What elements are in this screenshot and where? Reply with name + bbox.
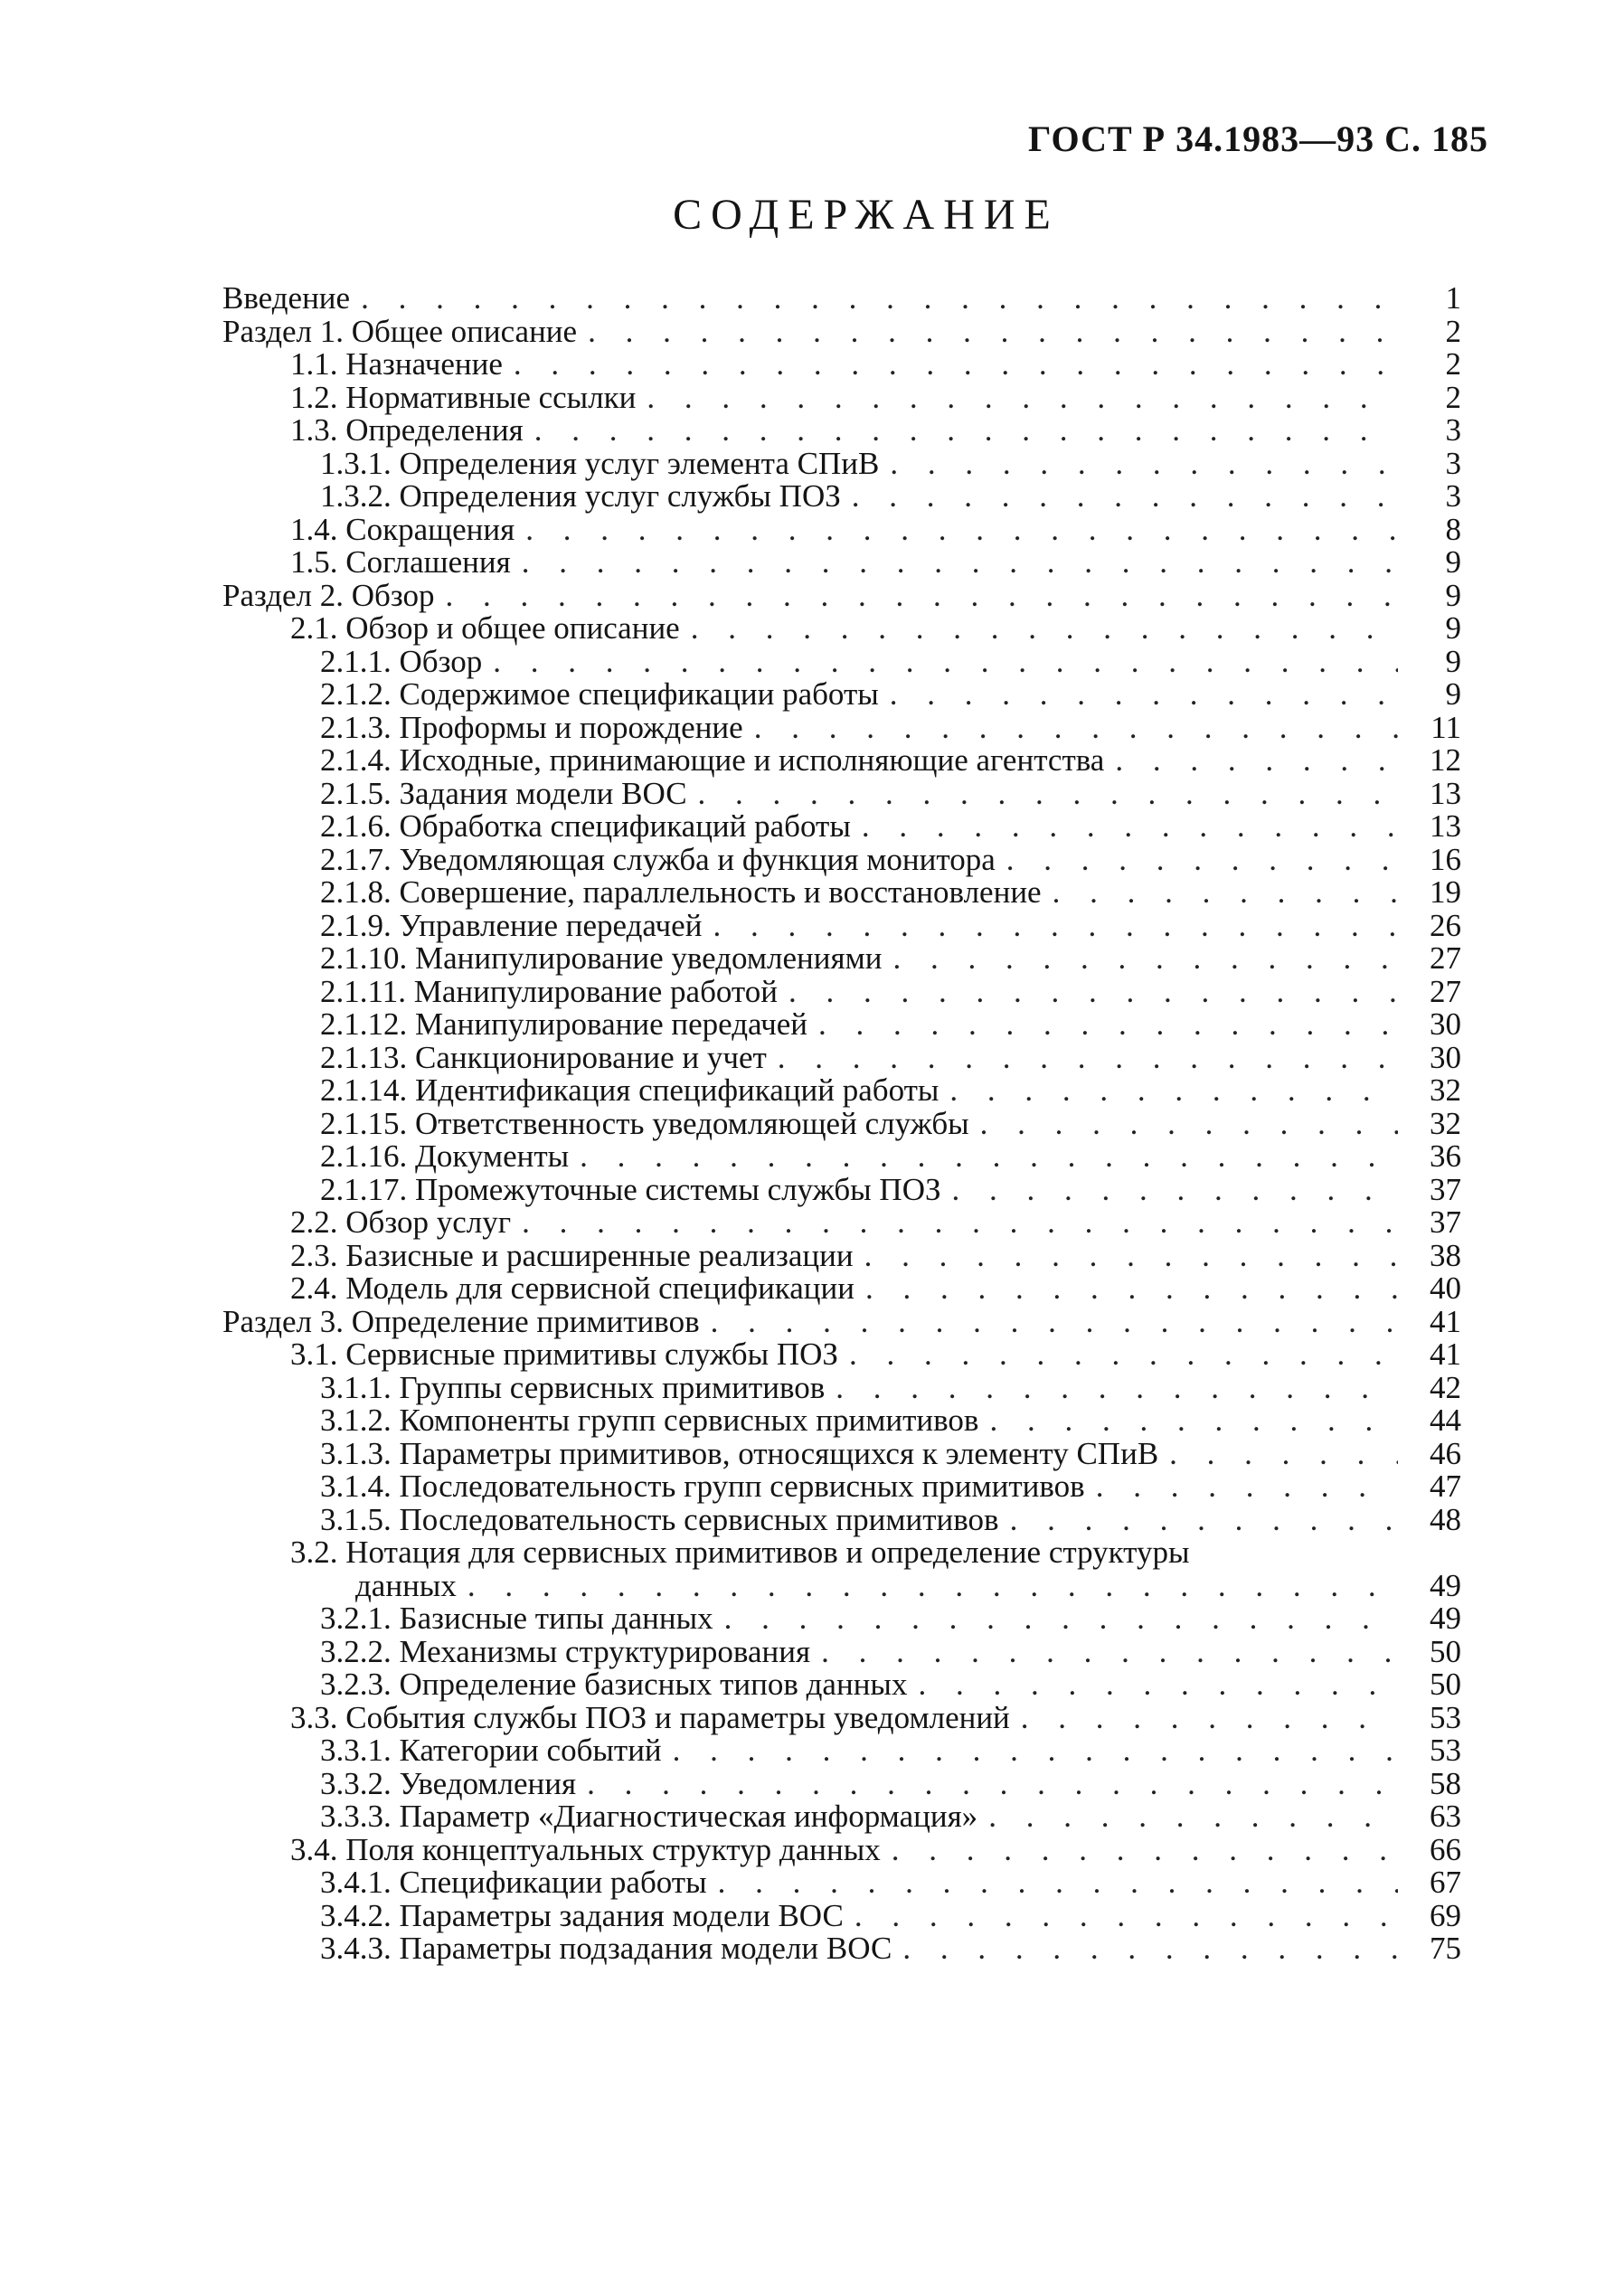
toc-page-number: 49 xyxy=(1430,1567,1461,1603)
dot-leader xyxy=(493,646,1398,679)
toc-entry-label: 2.4. Модель для сервисной спецификации xyxy=(290,1270,855,1306)
toc-entry-label: 1.1. Назначение xyxy=(290,346,503,382)
toc-entry-continuation xyxy=(290,1567,1461,1603)
dot-leader xyxy=(821,1636,1398,1669)
toc-entry[interactable] xyxy=(222,1369,1461,1405)
dot-leader xyxy=(949,1074,1398,1108)
toc-page-number: 41 xyxy=(1430,1303,1461,1339)
toc-entry[interactable] xyxy=(222,973,1461,1009)
toc-entry[interactable] xyxy=(222,1338,1461,1372)
toc-entry-label: 3.4.1. Спецификации работы xyxy=(320,1865,707,1900)
toc-page-number: 48 xyxy=(1430,1501,1461,1537)
toc-page-number: 37 xyxy=(1430,1171,1461,1207)
toc-page-number: 19 xyxy=(1430,874,1461,910)
toc-page-number: 44 xyxy=(1430,1402,1461,1438)
toc-page-number: 53 xyxy=(1430,1733,1461,1768)
toc-entry-label-continued: данных xyxy=(355,1567,457,1603)
toc-entry[interactable] xyxy=(222,1272,1461,1306)
toc-entry-label: 3.2.2. Механизмы структурирования xyxy=(320,1633,811,1669)
toc-entry[interactable] xyxy=(222,942,1461,976)
toc-entry[interactable] xyxy=(222,1602,1461,1636)
toc-entry[interactable] xyxy=(222,445,1461,481)
toc-entry-label: 3.1. Сервисные примитивы службы ПОЗ xyxy=(290,1336,838,1372)
toc-entry-label: 1.2. Нормативные ссылки xyxy=(290,379,637,415)
toc-entry-label: 2.1.2. Содержимое спецификации работы xyxy=(320,676,879,712)
toc-entry[interactable] xyxy=(222,1668,1461,1702)
toc-page-number: 3 xyxy=(1445,445,1461,481)
toc-entry[interactable] xyxy=(222,1470,1461,1504)
toc-entry-label: 2.1.17. Промежуточные системы службы ПОЗ xyxy=(320,1171,941,1207)
toc-entry-label: Раздел 1. Общее описание xyxy=(222,313,578,349)
toc-entry-label: 2.1.12. Манипулирование передачей xyxy=(320,1006,807,1042)
toc-entry-label: Введение xyxy=(222,280,351,316)
dot-leader xyxy=(852,480,1398,514)
toc-entry-label: 2.1.15. Ответственность уведомляющей службы xyxy=(320,1105,969,1141)
toc-entry[interactable] xyxy=(222,313,1461,349)
toc-page-number: 67 xyxy=(1430,1865,1461,1900)
table-of-contents xyxy=(222,282,1461,1966)
dot-leader xyxy=(1006,844,1398,877)
toc-page-number: 58 xyxy=(1430,1765,1461,1801)
toc-entry-label: 3.4. Поля концептуальных структур данных xyxy=(290,1831,881,1867)
toc-page-number: 2 xyxy=(1445,379,1461,415)
toc-entry-label: 3.1.3. Параметры примитивов, относящихся к элементу СПиВ xyxy=(320,1435,1159,1471)
toc-entry[interactable] xyxy=(222,1074,1461,1108)
toc-entry-label: 2.1.8. Совершение, параллельность и восстановление xyxy=(320,874,1042,910)
dot-leader xyxy=(1169,1438,1398,1471)
toc-entry[interactable] xyxy=(222,1140,1461,1174)
toc-entry-label: 3.3.1. Категории событий xyxy=(320,1733,662,1768)
dot-leader xyxy=(854,1900,1398,1933)
dot-leader xyxy=(818,1008,1398,1042)
toc-entry[interactable] xyxy=(222,1932,1461,1966)
dot-leader xyxy=(445,580,1398,613)
toc-entry[interactable] xyxy=(222,1435,1461,1471)
dot-leader xyxy=(1053,876,1398,910)
dot-leader xyxy=(691,612,1398,646)
toc-page-number: 9 xyxy=(1445,577,1461,613)
toc-entry-label: 3.1.5. Последовательность сервисных примитивов xyxy=(320,1501,999,1537)
toc-entry-label: 3.3. События службы ПОЗ и параметры уведомлений xyxy=(290,1699,1010,1735)
dot-leader xyxy=(522,546,1398,580)
dot-leader xyxy=(902,1932,1398,1966)
dot-leader xyxy=(862,810,1398,844)
dot-leader xyxy=(718,1866,1398,1900)
toc-entry-label: 2.1.14. Идентификация спецификаций работы xyxy=(320,1072,939,1108)
dot-leader xyxy=(952,1174,1399,1207)
toc-entry-label: 2.1.10. Манипулирование уведомлениями xyxy=(320,940,883,976)
dot-leader xyxy=(1096,1470,1398,1504)
toc-page-number: 13 xyxy=(1430,808,1461,844)
toc-entry[interactable] xyxy=(222,678,1461,712)
toc-entry[interactable] xyxy=(222,775,1461,811)
toc-entry-label: Раздел 3. Определение примитивов xyxy=(222,1303,700,1339)
toc-entry[interactable] xyxy=(222,1866,1461,1900)
dot-leader xyxy=(588,316,1398,349)
dot-leader xyxy=(980,1108,1398,1141)
toc-entry-label: 2.1.3. Проформы и порождение xyxy=(320,709,743,745)
toc-entry[interactable] xyxy=(222,1699,1461,1735)
toc-page-number: 3 xyxy=(1445,478,1461,514)
toc-entry[interactable] xyxy=(222,1734,1461,1768)
toc-entry[interactable] xyxy=(222,1039,1461,1075)
dot-leader xyxy=(890,448,1398,481)
toc-entry[interactable] xyxy=(222,876,1461,910)
toc-page-number: 12 xyxy=(1430,742,1461,778)
toc-entry-label: 1.3.2. Определения услуг службы ПОЗ xyxy=(320,478,841,514)
toc-entry[interactable] xyxy=(222,709,1461,745)
toc-entry[interactable] xyxy=(222,1237,1461,1273)
toc-page-number: 1 xyxy=(1445,280,1461,316)
toc-page-number: 2 xyxy=(1445,313,1461,349)
toc-entry-label: 1.5. Соглашения xyxy=(290,544,511,580)
toc-page-number: 46 xyxy=(1430,1435,1461,1471)
toc-entry-label: 2.3. Базисные и расширенные реализации xyxy=(290,1237,854,1273)
dot-leader xyxy=(580,1140,1398,1174)
toc-page-number: 9 xyxy=(1445,676,1461,712)
dot-leader xyxy=(724,1602,1398,1636)
toc-page-number: 49 xyxy=(1430,1601,1461,1636)
toc-entry[interactable] xyxy=(222,643,1461,679)
toc-page-number: 3 xyxy=(1445,412,1461,448)
toc-entry-label: 2.1.6. Обработка спецификаций работы xyxy=(320,808,851,844)
toc-page-number: 9 xyxy=(1445,643,1461,679)
dot-leader xyxy=(587,1768,1398,1801)
toc-entry-label: 3.1.2. Компоненты групп сервисных примитивов xyxy=(320,1402,979,1438)
toc-page-number: 30 xyxy=(1430,1006,1461,1042)
toc-entry-label: 3.2.3. Определение базисных типов данных xyxy=(320,1667,908,1702)
dot-leader xyxy=(754,712,1398,745)
dot-leader xyxy=(788,976,1398,1009)
toc-page-number: 26 xyxy=(1430,907,1461,943)
toc-entry[interactable] xyxy=(222,1206,1461,1240)
toc-page-number: 16 xyxy=(1430,841,1461,877)
dot-leader xyxy=(918,1668,1398,1702)
toc-page-number: 27 xyxy=(1430,940,1461,976)
page-title: СОДЕРЖАНИЕ xyxy=(673,191,1060,239)
dot-leader xyxy=(778,1042,1398,1075)
toc-entry[interactable] xyxy=(222,1800,1461,1834)
dot-leader xyxy=(713,910,1398,943)
dot-leader xyxy=(865,1272,1398,1306)
dot-leader xyxy=(892,1834,1398,1867)
dot-leader xyxy=(647,382,1398,415)
toc-entry[interactable] xyxy=(222,480,1461,514)
toc-entry-label: Раздел 2. Обзор xyxy=(222,577,435,613)
toc-page-number: 32 xyxy=(1430,1105,1461,1141)
toc-entry[interactable] xyxy=(222,1536,1461,1602)
toc-entry-label: 3.3.2. Уведомления xyxy=(320,1765,577,1801)
dot-leader xyxy=(711,1306,1398,1339)
toc-entry[interactable] xyxy=(222,1008,1461,1042)
toc-entry[interactable] xyxy=(222,1171,1461,1207)
toc-entry[interactable] xyxy=(222,511,1461,547)
toc-page-number: 50 xyxy=(1430,1633,1461,1669)
toc-page-number: 2 xyxy=(1445,346,1461,382)
toc-entry-label: 3.4.2. Параметры задания модели ВОС xyxy=(320,1897,844,1933)
dot-leader xyxy=(988,1800,1398,1834)
toc-page-number: 36 xyxy=(1430,1138,1461,1174)
toc-entry-label: 3.1.4. Последовательность групп сервисных примитивов xyxy=(320,1469,1085,1504)
dot-leader xyxy=(1115,744,1398,778)
dot-leader xyxy=(673,1734,1398,1768)
dot-leader xyxy=(467,1570,1398,1603)
dot-leader xyxy=(361,282,1398,316)
toc-entry-label: 2.1.1. Обзор xyxy=(320,643,483,679)
dot-leader xyxy=(864,1240,1398,1273)
toc-entry[interactable] xyxy=(222,810,1461,844)
toc-page-number: 27 xyxy=(1430,973,1461,1009)
toc-entry-label: 3.3.3. Параметр «Диагностическая информация» xyxy=(320,1799,978,1834)
toc-entry-label: 2.1.7. Уведомляющая служба и функция монитора xyxy=(320,841,996,877)
toc-entry[interactable] xyxy=(222,1765,1461,1801)
dot-leader xyxy=(849,1338,1398,1372)
toc-entry-label: 3.1.1. Группы сервисных примитивов xyxy=(320,1369,826,1405)
toc-entry[interactable] xyxy=(222,414,1461,448)
toc-page-number: 41 xyxy=(1430,1336,1461,1372)
toc-entry[interactable] xyxy=(222,612,1461,646)
toc-page-number: 11 xyxy=(1430,709,1461,745)
toc-page-number: 9 xyxy=(1445,544,1461,580)
toc-entry[interactable] xyxy=(222,1897,1461,1933)
dot-leader xyxy=(522,1206,1398,1240)
toc-entry[interactable] xyxy=(222,1303,1461,1339)
toc-page-number: 75 xyxy=(1430,1931,1461,1966)
dot-leader xyxy=(534,414,1398,448)
toc-entry[interactable] xyxy=(222,546,1461,580)
toc-page-number: 53 xyxy=(1430,1699,1461,1735)
page-header: ГОСТ Р 34.1983—93 С. 185 xyxy=(1028,118,1488,159)
toc-entry[interactable] xyxy=(222,1831,1461,1867)
toc-entry[interactable] xyxy=(222,1105,1461,1141)
toc-page-number: 13 xyxy=(1430,775,1461,811)
toc-page-number: 50 xyxy=(1430,1667,1461,1702)
toc-entry-label: 2.1.13. Санкционирование и учет xyxy=(320,1039,767,1075)
dot-leader xyxy=(514,348,1398,382)
toc-entry[interactable] xyxy=(222,282,1461,316)
dot-leader xyxy=(989,1404,1398,1438)
toc-page-number: 42 xyxy=(1430,1369,1461,1405)
toc-page-number: 38 xyxy=(1430,1237,1461,1273)
toc-entry[interactable] xyxy=(222,348,1461,382)
toc-entry-label: 1.3.1. Определения услуг элемента СПиВ xyxy=(320,445,880,481)
toc-page-number: 63 xyxy=(1430,1799,1461,1834)
toc-entry-label: 2.1. Обзор и общее описание xyxy=(290,610,680,646)
toc-page-number: 66 xyxy=(1430,1831,1461,1867)
dot-leader xyxy=(1021,1702,1398,1735)
toc-entry-label: 2.2. Обзор услуг xyxy=(290,1204,512,1240)
toc-entry[interactable] xyxy=(222,907,1461,943)
toc-page-number: 47 xyxy=(1430,1469,1461,1504)
toc-entry-label: 2.1.4. Исходные, принимающие и исполняющие агентства xyxy=(320,742,1105,778)
toc-page-number: 32 xyxy=(1430,1072,1461,1108)
toc-page-number: 69 xyxy=(1430,1897,1461,1933)
toc-entry-label: 3.4.3. Параметры подзадания модели ВОС xyxy=(320,1931,892,1966)
toc-entry-label: 2.1.16. Документы xyxy=(320,1138,570,1174)
toc-page-number: 9 xyxy=(1445,610,1461,646)
dot-leader xyxy=(525,514,1398,547)
toc-entry[interactable] xyxy=(222,744,1461,778)
dot-leader xyxy=(1010,1504,1398,1537)
toc-page-number: 40 xyxy=(1430,1270,1461,1306)
dot-leader xyxy=(836,1372,1398,1405)
toc-entry[interactable] xyxy=(222,379,1461,415)
toc-entry-label: 2.1.9. Управление передачей xyxy=(320,907,703,943)
toc-page-number: 37 xyxy=(1430,1204,1461,1240)
toc-entry[interactable] xyxy=(222,1404,1461,1438)
dot-leader xyxy=(890,678,1398,712)
toc-entry[interactable] xyxy=(222,577,1461,613)
dot-leader xyxy=(698,778,1398,811)
toc-entry-label: 1.3. Определения xyxy=(290,412,524,448)
toc-page-number: 30 xyxy=(1430,1039,1461,1075)
dot-leader xyxy=(892,942,1398,976)
toc-entry-label: 2.1.5. Задания модели ВОС xyxy=(320,775,687,811)
toc-entry[interactable] xyxy=(222,1501,1461,1537)
toc-entry-label: 3.2.1. Базисные типы данных xyxy=(320,1601,713,1636)
toc-entry[interactable] xyxy=(222,1633,1461,1669)
toc-entry-label: 2.1.11. Манипулирование работой xyxy=(320,973,778,1009)
toc-entry-label: 3.2. Нотация для сервисных примитивов и определение структуры xyxy=(290,1535,1190,1570)
toc-entry-label: 1.4. Сокращения xyxy=(290,511,515,547)
toc-page-number: 8 xyxy=(1445,511,1461,547)
toc-entry[interactable] xyxy=(222,841,1461,877)
